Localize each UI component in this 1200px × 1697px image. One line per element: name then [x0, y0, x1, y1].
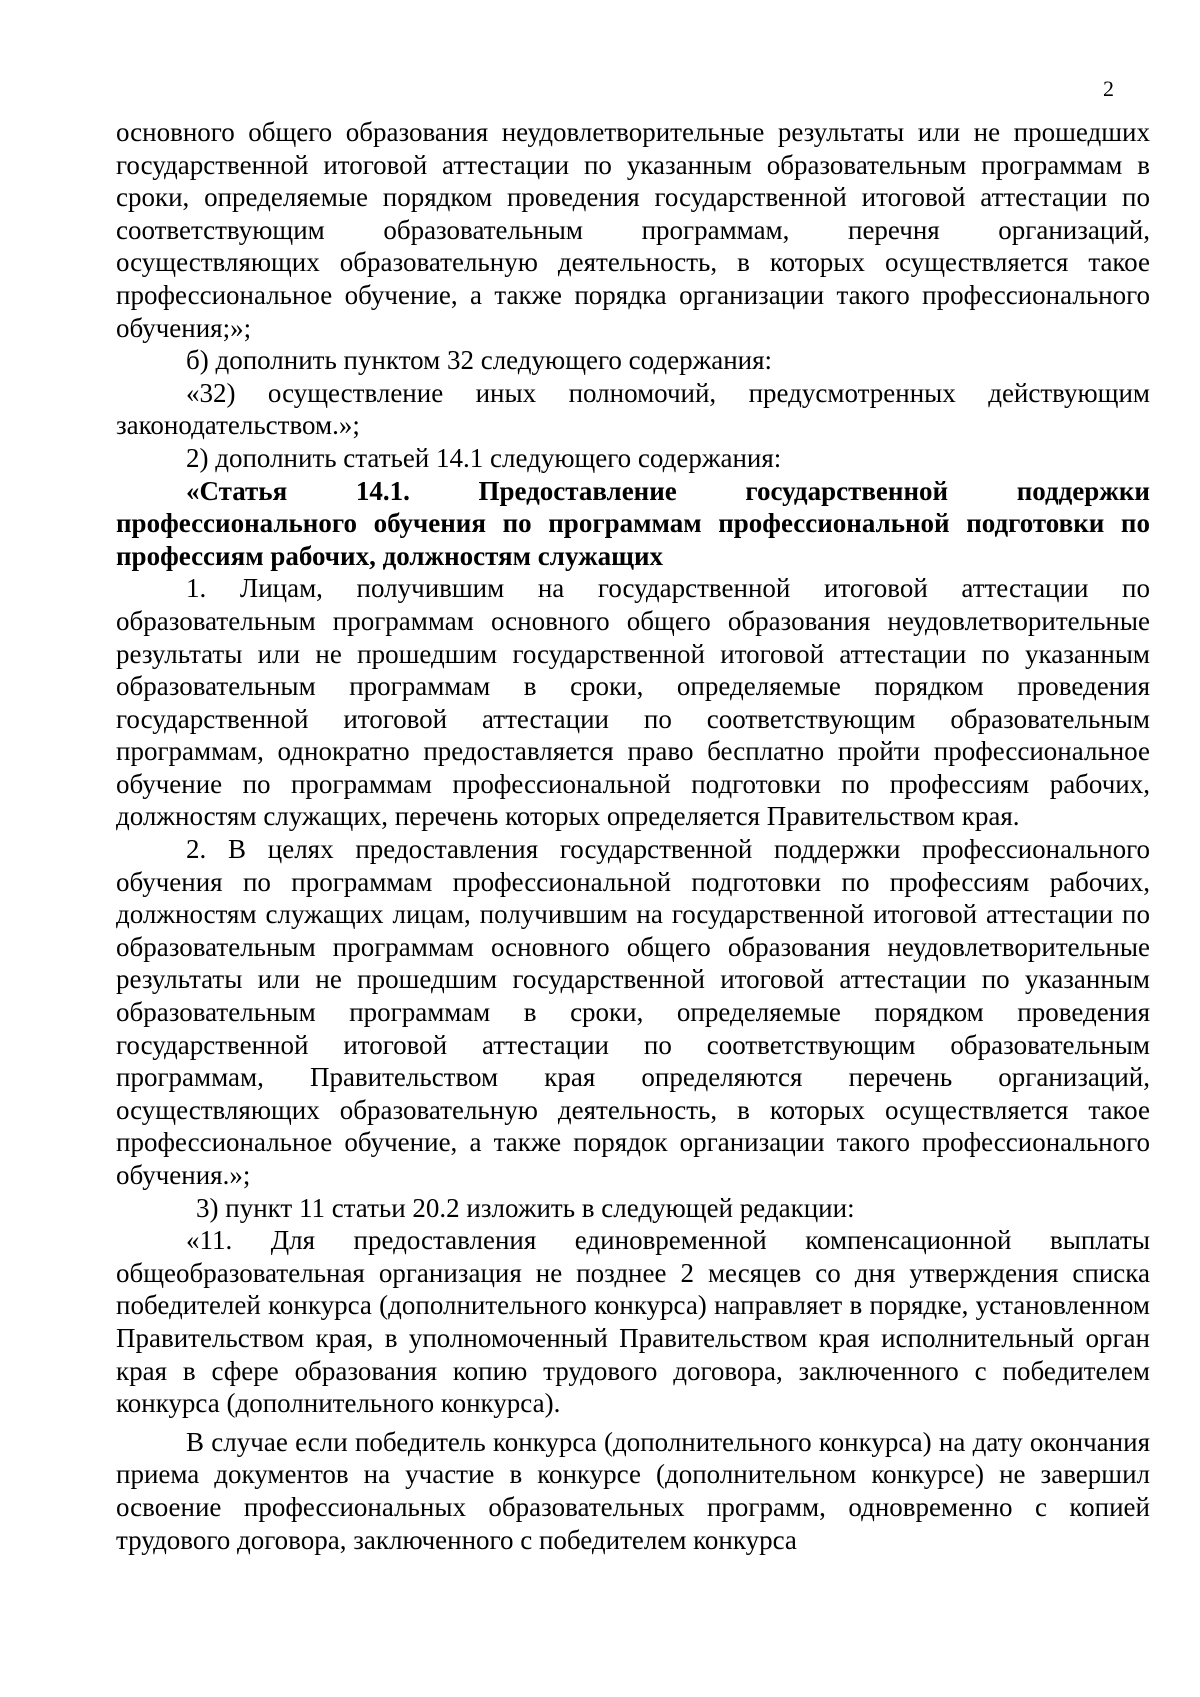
paragraph-clause-11: «11. Для предоставления единовременной компенсационной выплаты общеобразовательная организация не позднее 2 месяцев со дня утверждения списка победителей конкурса (дополнительного конкурса) направляет в порядке, установленном Правительством края, в уполномоченный Правительством края исполнительный орган края в сфере образования копию трудового договора, заключенного с победителем конкурса (дополнительного конкурса).	[116, 1225, 1150, 1419]
page-number: 2	[1103, 76, 1114, 101]
paragraph-item-3: 3) пункт 11 статьи 20.2 изложить в следующей редакции:	[196, 1192, 855, 1223]
paragraph-clause-1: 1. Лицам, получившим на государственной итоговой аттестации по образовательным программам основного общего образования неудовлетворительные результаты или не прошедшим государственной итоговой аттестации по указанным образовательным программам в сроки, определяемые порядком проведения государственной итоговой аттестации по соответствующим образовательным программам, однократно предоставляется право бесплатно пройти профессиональное обучение по программам профессиональной подготовки по профессиям рабочих, должностям служащих, перечень которых определяется Правительством края.	[116, 573, 1150, 832]
paragraph-case: В случае если победитель конкурса (дополнительного конкурса) на дату окончания приема документов на участие в конкурсе (дополнительном конкурсе) не завершил освоение профессиональных образовательных программ, одновременно с копией трудового договора, заключенного с победителем конкурса	[116, 1426, 1150, 1555]
paragraph-item-b: б) дополнить пунктом 32 следующего содержания:	[186, 345, 773, 376]
document-body	[116, 116, 1150, 1556]
article-heading: «Статья 14.1. Предоставление государственной поддержки профессионального обучения по программам профессиональной подготовки по профессиям рабочих, должностям служащих	[116, 475, 1150, 571]
paragraph-continuation: основного общего образования неудовлетворительные результаты или не прошедших государственной итоговой аттестации по указанным образовательным программам в сроки, определяемые порядком проведения государственной итоговой аттестации по соответствующим образовательным программам, перечня организаций, осуществляющих образовательную деятельность, в которых осуществляется такое профессиональное обучение, а также порядка организации такого профессионального обучения;»;	[116, 117, 1150, 343]
paragraph-item-32: «32) осуществление иных полномочий, предусмотренных действующим законодательством.»;	[116, 377, 1150, 441]
paragraph-item-2: 2) дополнить статьей 14.1 следующего содержания:	[186, 442, 782, 473]
paragraph-clause-2: 2. В целях предоставления государственной поддержки профессионального обучения по программам профессиональной подготовки по профессиям рабочих, должностям служащих лицам, получившим на государственной итоговой аттестации по образовательным программам основного общего образования неудовлетворительные результаты или не прошедшим государственной итоговой аттестации по указанным образовательным программам в сроки, определяемые порядком проведения государственной итоговой аттестации по соответствующим образовательным программам, Правительством края определяются перечень организаций, осуществляющих образовательную деятельность, в которых осуществляется такое профессиональное обучение, а также порядок организации такого профессионального обучения.»;	[116, 834, 1150, 1190]
